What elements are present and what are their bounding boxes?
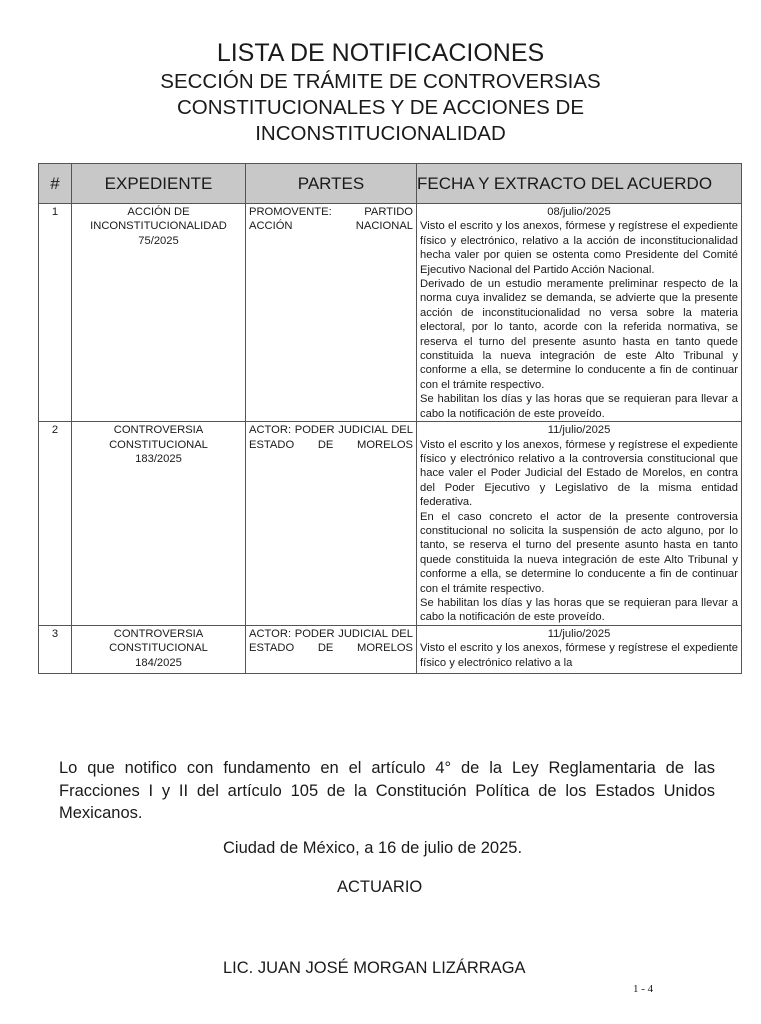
notifications-table bbox=[38, 163, 742, 674]
partes-cell: ACTOR: PODER JUDICIAL DEL ESTADO DE MORELOS bbox=[246, 422, 417, 626]
row-number: 3 bbox=[39, 625, 72, 673]
extracto-paragraph: Visto el escrito y los anexos, fórmese y regístrese el expediente físico y electrónico, relativo a la acción de inconstitucionalidad hecha valer por quien se ostenta como Presidente del Comité Ejecutivo Nacional del Partido Acción Nacional. bbox=[420, 220, 738, 276]
fecha-extracto-cell bbox=[417, 204, 742, 422]
table-row bbox=[39, 422, 742, 626]
extracto-clip bbox=[420, 627, 738, 671]
fundamento-paragraph: Lo que notifico con fundamento en el artículo 4° de la Ley Reglamentaria de las Fracciones I y II del artículo 105 de la Constitución Política de los Estados Unidos Mexicanos. bbox=[59, 759, 715, 822]
place-and-date: Ciudad de México, a 16 de julio de 2025. bbox=[223, 839, 523, 857]
expediente-line: CONSTITUCIONAL bbox=[109, 642, 208, 655]
acuerdo-date: 11/julio/2025 bbox=[547, 424, 611, 437]
expediente-cell bbox=[72, 422, 246, 626]
expediente-line: 183/2025 bbox=[135, 452, 182, 465]
expediente-line: CONTROVERSIA bbox=[113, 627, 204, 640]
table-row bbox=[39, 204, 742, 422]
expediente-line: CONTROVERSIA bbox=[113, 424, 204, 437]
column-header-partes: PARTES bbox=[246, 164, 417, 204]
acuerdo-date: 11/julio/2025 bbox=[547, 627, 611, 640]
extracto-paragraph: Visto el escrito y los anexos, fórmese y regístrese el expediente físico y electrónico relativo a la bbox=[420, 642, 738, 669]
acuerdo-date: 08/julio/2025 bbox=[547, 206, 611, 218]
signer-name: LIC. JUAN JOSÉ MORGAN LIZÁRRAGA bbox=[223, 959, 526, 977]
section-subtitle-line-2: CONSTITUCIONALES Y DE ACCIONES DE bbox=[176, 96, 585, 119]
extracto-paragraph: Se habilitan los días y las horas que se requieran para llevar a cabo la notificación de este proveído. bbox=[420, 596, 738, 624]
fecha-extracto-cell bbox=[417, 625, 742, 673]
partes-cell: ACTOR: PODER JUDICIAL DEL ESTADO DE MORELOS bbox=[246, 625, 417, 673]
extracto-paragraph: En el caso concreto el actor de la presente controversia constitucional no solicita la suspensión de acto alguno, por lo tanto, se reserva el turno del presente asunto hasta en tanto quede constituida la nueva integración de este Alto Tribunal y conforme a ella, se determine lo conducente a fin de continuar con el trámite respectivo. bbox=[420, 510, 738, 595]
partes-cell: PROMOVENTE: PARTIDO ACCIÓN NACIONAL bbox=[246, 204, 417, 422]
expediente-line: 184/2025 bbox=[135, 656, 182, 669]
column-header-expediente: EXPEDIENTE bbox=[72, 164, 246, 204]
expediente-line: 75/2025 bbox=[138, 234, 179, 247]
expediente-line: INCONSTITUCIONALIDAD bbox=[90, 220, 227, 233]
expediente-line: ACCIÓN DE bbox=[127, 206, 190, 218]
expediente-line: CONSTITUCIONAL bbox=[109, 438, 208, 451]
table-header-row bbox=[39, 164, 742, 204]
row-number: 2 bbox=[39, 422, 72, 626]
fecha-extracto-cell bbox=[417, 422, 742, 626]
column-header-fecha-extracto: FECHA Y EXTRACTO DEL ACUERDO bbox=[417, 164, 742, 204]
row-number: 1 bbox=[39, 204, 72, 422]
table-row bbox=[39, 625, 742, 673]
document-title: LISTA DE NOTIFICACIONES bbox=[216, 39, 545, 67]
extracto-paragraph: Se habilitan los días y las horas que se requieran para llevar a cabo la notificación de este proveído. bbox=[420, 393, 738, 420]
extracto-paragraph: Derivado de un estudio meramente preliminar respecto de la norma cuya invalidez se demanda, se advierte que la presente acción de inconstitucionalidad no versa sobre la materia electoral, por lo tanto, acorde con la referida normativa, se reserva el turno del presente asunto hasta en tanto quede constituida la nueva integración de este Alto Tribunal y conforme a ella, se determine lo conducente a fin de continuar con el trámite respectivo. bbox=[420, 278, 738, 391]
column-header-number: # bbox=[39, 164, 72, 204]
section-subtitle-line-1: SECCIÓN DE TRÁMITE DE CONTROVERSIAS bbox=[160, 70, 601, 93]
section-subtitle-line-3: INCONSTITUCIONALIDAD bbox=[255, 122, 506, 145]
signer-role: ACTUARIO bbox=[337, 878, 423, 896]
page-number: 1 - 4 bbox=[633, 983, 654, 995]
expediente-cell bbox=[72, 625, 246, 673]
extracto-paragraph: Visto el escrito y los anexos, fórmese y regístrese el expediente físico y electrónico relativo a la controversia constitucional que hace valer el Poder Judicial del Estado de Morelos, en contra del Poder Ejecutivo y Legislativo de la misma entidad federativa. bbox=[420, 438, 738, 509]
expediente-cell bbox=[72, 204, 246, 422]
